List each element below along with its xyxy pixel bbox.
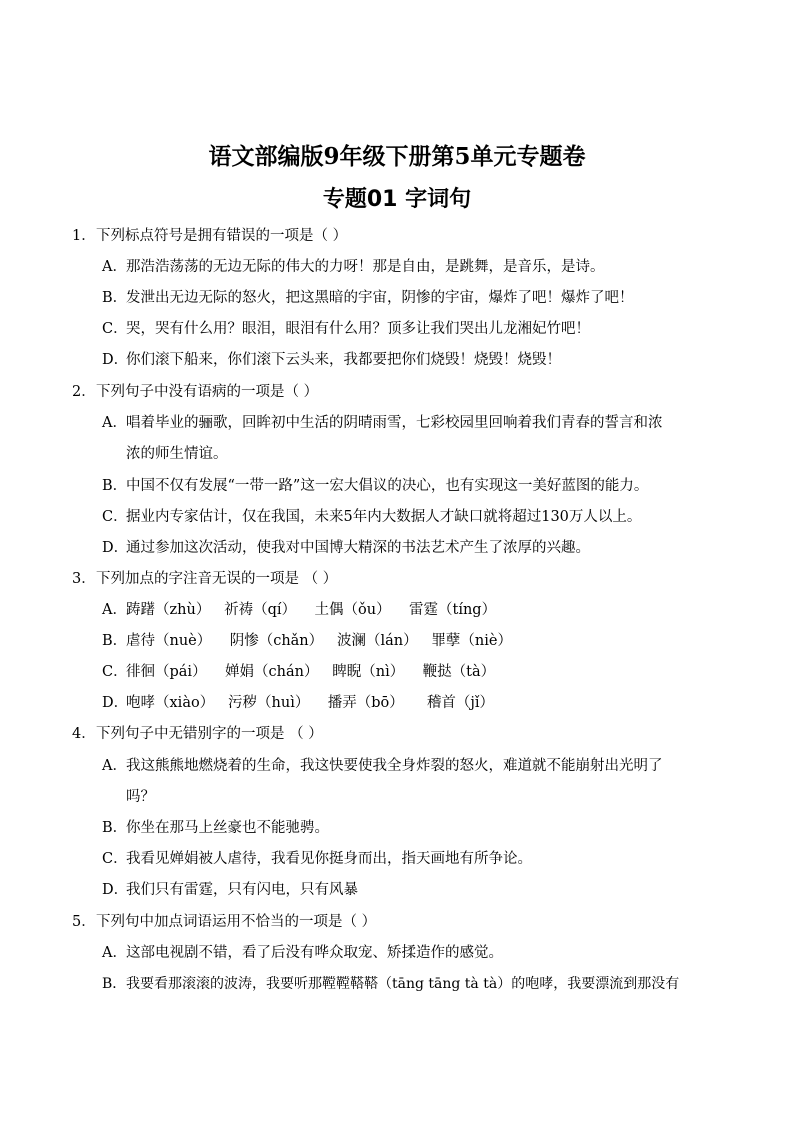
- option-label: D．: [102, 540, 129, 556]
- option-5b: [102, 973, 679, 995]
- option-3c: [102, 661, 495, 683]
- option-label: B．: [102, 290, 128, 306]
- page-subtitle: 专题01 字词句: [322, 187, 472, 212]
- option-text: 发泄出无边无际的怒火，把这黑暗的宇宙，阴惨的宇宙，爆炸了吧！爆炸了吧！: [126, 290, 634, 306]
- option-text: 我要看那滚滚的波涛，我要听那鞺鞺鞳鞳（tāng tāng tà tà）的咆哮，我要漂流到那没有: [126, 976, 680, 992]
- option-label: A．: [102, 259, 127, 275]
- option-label: A．: [102, 945, 127, 961]
- option-4a-continued: 吗？: [126, 789, 155, 805]
- option-4d: [102, 879, 358, 901]
- option-text: 徘徊（pái） 婵娟（chán） 睥睨（nì） 鞭挞（tà）: [126, 664, 496, 680]
- option-text: 我看见婵娟被人虐待，我看见你挺身而出，指天画地有所争论。: [126, 851, 532, 867]
- option-label: D．: [102, 352, 129, 368]
- option-text: 这部电视剧不错，看了后没有哗众取宠、矫揉造作的感觉。: [126, 945, 503, 961]
- option-1d: [102, 349, 561, 371]
- question-number: 5．: [72, 914, 96, 930]
- option-label: A．: [102, 415, 127, 431]
- question-number: 3．: [72, 571, 96, 587]
- option-text: 你坐在那马上丝豪也不能驰骋。: [126, 820, 329, 836]
- question-stem: 下列句中加点词语运用不恰当的一项是（ ）: [96, 914, 377, 930]
- option-label: C．: [102, 509, 128, 525]
- option-label: D．: [102, 695, 129, 711]
- option-label: C．: [102, 664, 128, 680]
- option-1c: [102, 318, 590, 340]
- option-label: A．: [102, 758, 127, 774]
- question-stem: 下列标点符号是拥有错误的一项是（ ）: [96, 228, 348, 244]
- option-3a: [102, 599, 496, 621]
- option-text: 哭，哭有什么用？眼泪，眼泪有什么用？顶多让我们哭出儿龙湘妃竹吧！: [126, 321, 590, 337]
- page-title: 语文部编版9年级下册第5单元专题卷: [208, 143, 586, 170]
- option-2a-continued: 浓的师生情谊。: [126, 446, 228, 462]
- question-number: 4．: [72, 726, 96, 742]
- question-number: 2．: [72, 384, 96, 400]
- option-label: C．: [102, 851, 128, 867]
- option-1b: [102, 287, 634, 309]
- option-label: B．: [102, 820, 128, 836]
- option-text: 你们滚下船来，你们滚下云头来，我都要把你们烧毁！烧毁！烧毁！: [126, 352, 561, 368]
- option-3b: [102, 630, 512, 652]
- question-3: [72, 568, 337, 590]
- option-label: B．: [102, 976, 127, 992]
- option-label: D．: [102, 882, 129, 898]
- option-4a: [102, 755, 663, 777]
- option-text: 那浩浩荡荡的无边无际的伟大的力呀！那是自由，是跳舞，是音乐，是诗。: [126, 259, 605, 275]
- option-text: 我这熊熊地燃烧着的生命，我这快要使我全身炸裂的怒火，难道就不能崩射出光明了: [126, 758, 663, 774]
- option-text: 据业内专家估计，仅在我国，未来5年内大数据人才缺口就将超过130万人以上。: [126, 509, 642, 525]
- option-1a: [102, 256, 605, 278]
- question-2: [72, 381, 318, 403]
- option-2a: [102, 412, 663, 434]
- option-text: 咆哮（xiào） 污秽（huì） 播弄（bō） 稽首（jǐ）: [126, 695, 494, 711]
- question-4: [72, 723, 323, 745]
- option-text: 虐待（nuè） 阴惨（chǎn） 波澜（lán） 罪孽（niè）: [126, 633, 512, 649]
- option-5a: [102, 942, 503, 964]
- option-3d: [102, 692, 494, 714]
- option-4b: [102, 817, 329, 839]
- option-label: C．: [102, 321, 128, 337]
- question-stem: 下列句子中没有语病的一项是（ ）: [96, 384, 319, 400]
- option-text: 踌躇（zhù） 祈祷（qí） 土偶（ǒu） 雷霆（tíng）: [126, 602, 497, 618]
- option-2d: [102, 537, 590, 559]
- option-text: 通过参加这次活动，使我对中国博大精深的书法艺术产生了浓厚的兴趣。: [126, 540, 590, 556]
- question-1: [72, 225, 347, 247]
- option-text: 中国不仅有发展“一带一路”这一宏大倡议的决心，也有实现这一美好蓝图的能力。: [126, 478, 649, 494]
- question-number: 1．: [72, 228, 96, 244]
- option-label: B．: [102, 633, 128, 649]
- option-text: 唱着毕业的骊歌，回眸初中生活的阴晴雨雪，七彩校园里回响着我们青春的誓言和浓: [126, 415, 663, 431]
- option-label: B．: [102, 478, 128, 494]
- option-2c: [102, 506, 641, 528]
- question-stem: 下列句子中无错别字的一项是 （ ）: [96, 726, 323, 742]
- option-text: 我们只有雷霆，只有闪电，只有风暴: [126, 882, 358, 898]
- question-stem: 下列加点的字注音无误的一项是 （ ）: [96, 571, 338, 587]
- option-4c: [102, 848, 532, 870]
- option-label: A．: [102, 602, 127, 618]
- question-5: [72, 911, 376, 933]
- option-2b: [102, 475, 648, 497]
